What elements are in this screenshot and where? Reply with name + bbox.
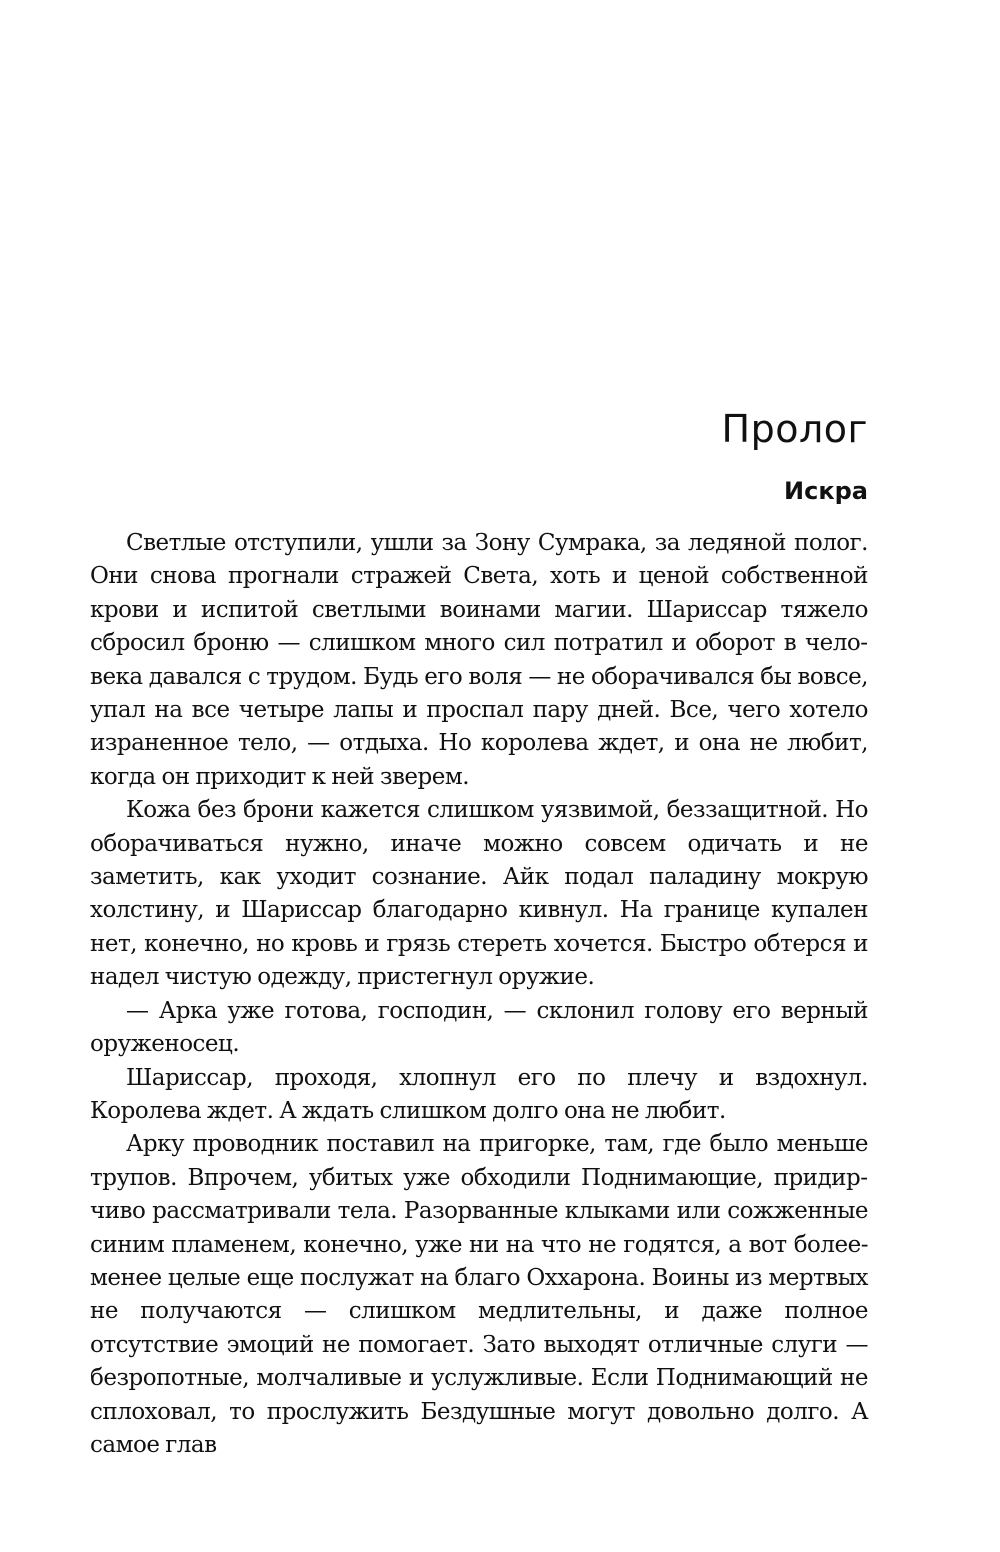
paragraph: Кожа без брони кажется слишком уязвимой, беззащитной. Но оборачиваться нужно, иначе можно совсем одичать и не заметить, как уходит сознание. Айк подал паладину мокрую холстину, и Шариссар благодарно кивнул. На границе купален нет, конечно, но кровь и грязь стереть хочется. Быстро обтерся и надел чистую одежду, пристегнул оружие. bbox=[90, 797, 868, 991]
chapter-subtitle: Искра bbox=[784, 477, 868, 505]
paragraph: Шариссар, проходя, хлопнул его по плечу и вздохнул. Королева ждет. А ждать слишком долго она не любит. bbox=[90, 1064, 868, 1124]
paragraph: Арку проводник поставил на пригорке, там, где было меньше трупов. Впрочем, убитых уже обходили Поднимающие, придирчиво рассматривали тела. Разорванные клыками или сожженные синим пламенем, конечно, уже ни на что не годятся, а вот более-менее целые еще послужат на благо Оххарона. Воины из мертвых не получаются — слишком медлительны, и даже полное отсутствие эмоций не помогает. Зато выходят отличные слуги — безропотные, молчаливые и услужливые. Если Поднимающий не сплоховал, то прослужить Бездушные могут довольно долго. А самое глав bbox=[90, 1131, 868, 1458]
book-page bbox=[90, 0, 868, 1552]
chapter-title: Пролог bbox=[721, 407, 868, 451]
paragraph: Светлые отступили, ушли за Зону Сумрака, за ледяной полог. Они снова прогнали стражей Света, хоть и ценой собственной крови и испитой светлыми воинами магии. Шариссар тяжело сбросил броню — слишком много сил потратил и оборот в человека давался с трудом. Будь его воля — не оборачивался бы вовсе, упал на все четыре лапы и проспал пару дней. Все, чего хотело израненное тело, — отдыха. Но королева ждет, и она не любит, когда он приходит к ней зверем. bbox=[90, 530, 868, 790]
body-text bbox=[90, 527, 868, 1462]
paragraph: — Арка уже готова, господин, — склонил голову его верный оруженосец. bbox=[90, 997, 868, 1058]
